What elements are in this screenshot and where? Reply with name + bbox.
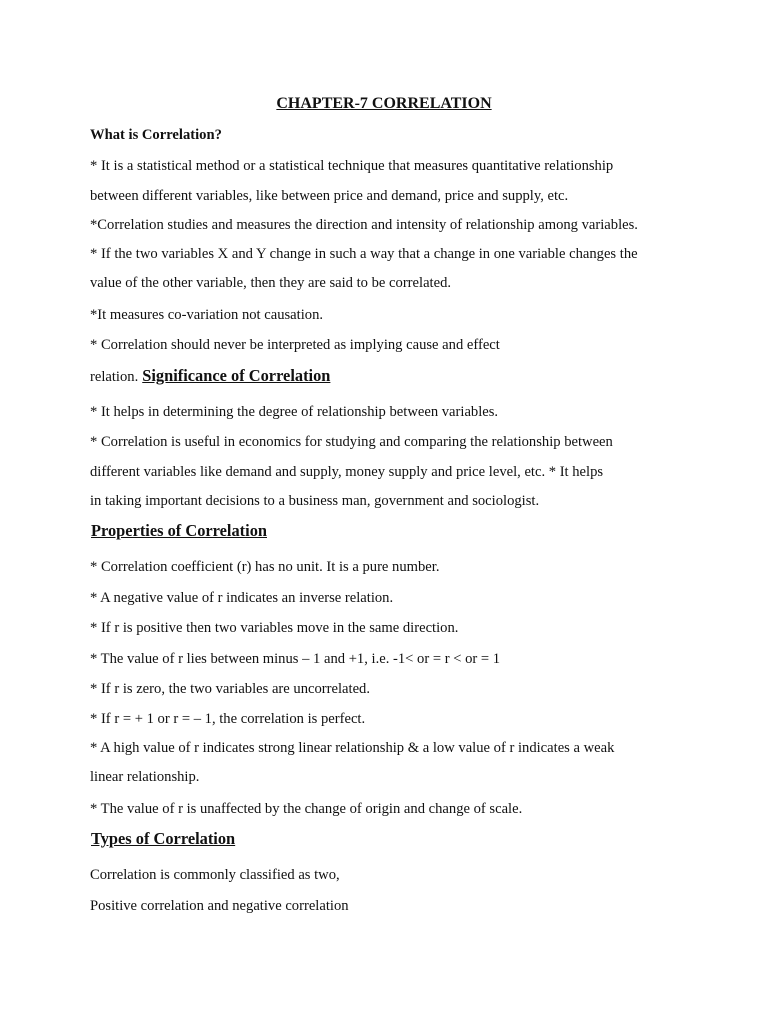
paragraph-line: between different variables, like between price and demand, price and supply, etc. bbox=[90, 188, 569, 204]
paragraph-line: * It is a statistical method or a statistical technique that measures quantitative relationship bbox=[90, 158, 614, 174]
paragraph-line: Correlation is commonly classified as two, bbox=[90, 867, 340, 883]
section-question: What is Correlation? bbox=[90, 127, 222, 143]
paragraph-line: * Correlation should never be interpreted as implying cause and effect bbox=[90, 337, 500, 353]
paragraph-line: * A negative value of r indicates an inverse relation. bbox=[90, 590, 394, 606]
paragraph-line: * Correlation coefficient (r) has no unit. It is a pure number. bbox=[90, 559, 440, 575]
paragraph-line: * If r = + 1 or r = – 1, the correlation is perfect. bbox=[90, 711, 366, 727]
paragraph-line: * The value of r lies between minus – 1 and +1, i.e. -1< or = r < or = 1 bbox=[90, 651, 501, 667]
relation-heading-line bbox=[90, 366, 330, 387]
paragraph-line: Positive correlation and negative correlation bbox=[90, 898, 349, 914]
section-heading-properties: Properties of Correlation bbox=[91, 521, 267, 540]
paragraph-line: in taking important decisions to a business man, government and sociologist. bbox=[90, 493, 540, 509]
paragraph-line: * The value of r is unaffected by the change of origin and change of scale. bbox=[90, 801, 523, 817]
paragraph-line: * A high value of r indicates strong linear relationship & a low value of r indicates a weak bbox=[90, 740, 615, 756]
page-title: CHAPTER-7 CORRELATION bbox=[276, 95, 492, 112]
paragraph-line: different variables like demand and supply, money supply and price level, etc. * It helps bbox=[90, 464, 604, 480]
paragraph-line: linear relationship. bbox=[90, 769, 200, 785]
paragraph-line: * It helps in determining the degree of relationship between variables. bbox=[90, 404, 499, 420]
paragraph-line: relation. bbox=[90, 369, 139, 385]
paragraph-line: * If r is positive then two variables move in the same direction. bbox=[90, 620, 459, 636]
paragraph-line: * If the two variables X and Y change in such a way that a change in one variable changes the bbox=[90, 246, 638, 262]
paragraph-line: *Correlation studies and measures the direction and intensity of relationship among variables. bbox=[90, 217, 638, 233]
paragraph-line: *It measures co-variation not causation. bbox=[90, 307, 324, 323]
section-heading-significance: Significance of Correlation bbox=[142, 366, 331, 385]
section-heading-types: Types of Correlation bbox=[91, 829, 236, 848]
paragraph-line: value of the other variable, then they are said to be correlated. bbox=[90, 275, 452, 291]
paragraph-line: * If r is zero, the two variables are uncorrelated. bbox=[90, 681, 370, 697]
paragraph-line: * Correlation is useful in economics for studying and comparing the relationship between bbox=[90, 434, 613, 450]
